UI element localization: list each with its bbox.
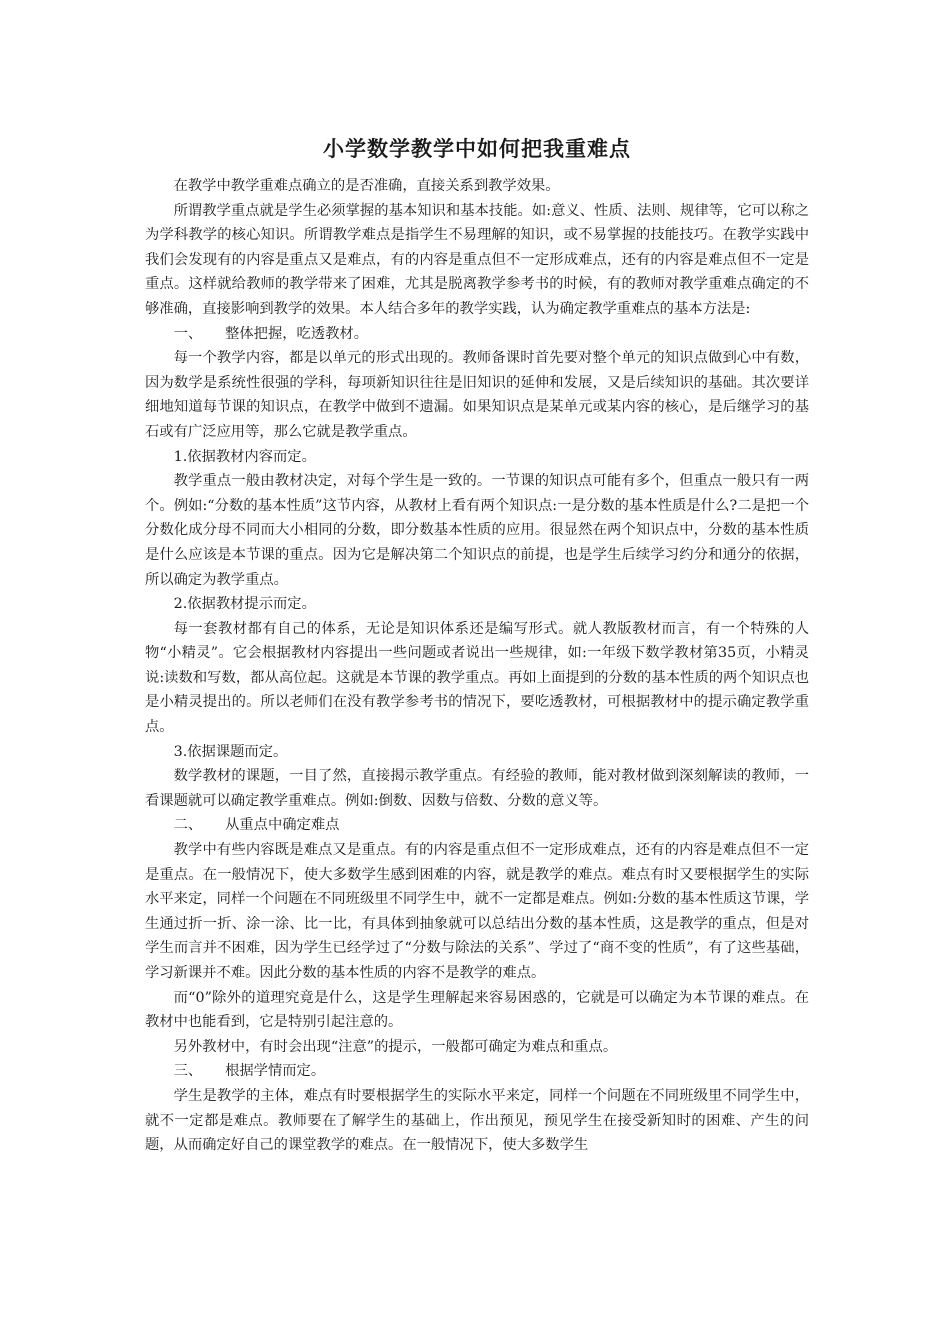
paragraph: 所谓教学重点就是学生必须掌握的基本知识和基本技能。如:意义、性质、法则、规律等，它可以称之为学科教学的核心知识。所谓教学难点是指学生不易理解的知识，或不易掌握的技能技巧。在教学实践中我们会发现有的内容是重点又是难点，有的内容是重点但不一定形成难点，还有的内容是难点但不一定是重点。这样就给教师的教学带来了困难，尤其是脱离教学参考书的时候，有的教师对教学重难点确定的不够准确，直接影响到教学的效果。本人结合多年的教学实践，认为确定教学重难点的基本方法是: bbox=[145, 202, 809, 317]
paragraph: 每一个教学内容，都是以单元的形式出现的。教师备课时首先要对整个单元的知识点做到心中有数，因为数学是系统性很强的学科，每项新知识往往是旧知识的延伸和发展，又是后续知识的基础。其次要详细地知道每节课的知识点，在教学中做到不遗漏。如果知识点是某单元或某内容的核心，是后继学习的基石或有广泛应用等，那么它就是教学重点。 bbox=[145, 350, 809, 440]
paragraph: 在教学中教学重难点确立的是否准确，直接关系到教学效果。 bbox=[173, 178, 560, 194]
section-heading bbox=[145, 322, 809, 347]
section-heading-text: 从重点中确定难点 bbox=[225, 817, 340, 834]
section-number: 一、 bbox=[173, 325, 203, 342]
section-heading-text: 根据学情而定。 bbox=[225, 1063, 326, 1080]
paragraph: 教学重点一般由教材决定，对每个学生是一致的。一节课的知识点可能有多个，但重点一般只有一两个。例如:“分数的基本性质”这节内容，从教材上看有两个知识点:一是分数的基本性质是什么?二是把一个分数化成分母不同而大小相同的分数，即分数基本性质的应用。很显然在两个知识点中，分数的基本性质是什么应该是本节课的重点。因为它是解决第二个知识点的前提，也是学生后续学习约分和通分的依据，所以确定为教学重点。 bbox=[145, 473, 809, 588]
subheading: 2.依据教材提示而定。 bbox=[173, 596, 316, 613]
section-heading-text: 整体把握，吃透教材。 bbox=[225, 325, 369, 342]
section-heading bbox=[145, 813, 809, 838]
paragraph: 而“0”除外的道理究竟是什么，这是学生理解起来容易困惑的，它就是可以确定为本节课的难点。在教材中也能看到，它是特别引起注意的。 bbox=[145, 989, 809, 1031]
paragraph: 教学中有些内容既是难点又是重点。有的内容是重点但不一定形成难点，还有的内容是难点但不一定是重点。在一般情况下，使大多数学生感到困难的内容，就是教学的难点。难点有时又要根据学生的实际水平来定，同样一个问题在不同班级里不同学生中，就不一定都是难点。例如:分数的基本性质这节课，学生通过折一折、涂一涂、比一比，有具体到抽象就可以总结出分数的基本性质，这是教学的重点，但是对学生而言并不困难，因为学生已经学过了“分数与除法的关系”、学过了“商不变的性质”，有了这些基础，学习新课并不难。因此分数的基本性质的内容不是教学的难点。 bbox=[145, 842, 809, 981]
section-heading bbox=[145, 1059, 809, 1084]
subheading: 1.依据教材内容而定。 bbox=[173, 448, 316, 465]
document-page bbox=[145, 134, 809, 1158]
paragraph: 另外教材中，有时会出现“注意”的提示，一般都可确定为难点和重点。 bbox=[173, 1038, 618, 1055]
subheading: 3.依据课题而定。 bbox=[173, 743, 288, 760]
paragraph: 学生是教学的主体，难点有时要根据学生的实际水平来定，同样一个问题在不同班级里不同学生中，就不一定都是难点。教师要在了解学生的基础上，作出预见，预见学生在接受新知时的困难、产生的问题，从而确定好自己的课堂教学的难点。在一般情况下，使大多数学生 bbox=[145, 1087, 809, 1154]
section-number: 三、 bbox=[173, 1063, 203, 1080]
paragraph: 数学教材的课题，一目了然，直接揭示教学重点。有经验的教师，能对教材做到深刻解读的教师，一看课题就可以确定教学重难点。例如:倒数、因数与倍数、分数的意义等。 bbox=[145, 768, 809, 809]
paragraph: 每一套教材都有自己的体系，无论是知识体系还是编写形式。就人教版教材而言，有一个特殊的人物“小精灵”。它会根据教材内容提出一些问题或者说出一些规律，如:一年级下数学教材第35页，小精灵说:读数和写数，都从高位起。这就是本节课的教学重点。再如上面提到的分数的基本性质的两个知识点也是小精灵提出的。所以老师们在没有教学参考书的情况下，要吃透教材，可根据教材中的提示确定教学重点。 bbox=[145, 620, 809, 736]
document-title: 小学数学教学中如何把我重难点 bbox=[323, 136, 631, 161]
section-number: 二、 bbox=[173, 817, 203, 834]
